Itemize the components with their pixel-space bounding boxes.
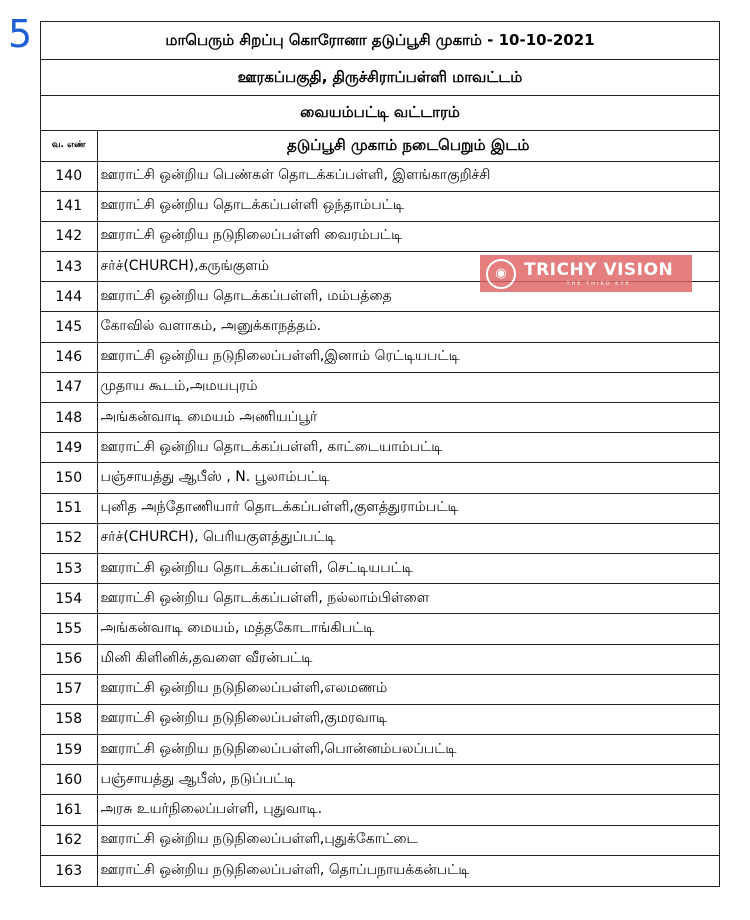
serial-number-cell: 153 xyxy=(41,553,97,583)
table-row xyxy=(41,191,719,221)
camp-place-cell: புனித அந்தோணியார் தொடக்கப்பள்ளி,குளத்துராம்பட்டி xyxy=(97,493,719,523)
table-row xyxy=(41,855,719,885)
serial-number-cell: 156 xyxy=(41,644,97,674)
eye-logo-icon: ◉ xyxy=(486,259,516,289)
block-heading: வையம்பட்டி வட்டாரம் xyxy=(41,96,719,131)
table-row xyxy=(41,403,719,433)
camp-place-cell: ஊராட்சி ஒன்றிய பெண்கள் தொடக்கப்பள்ளி, இளங்காகுறிச்சி xyxy=(97,161,719,191)
column-header-place: தடுப்பூசி முகாம் நடைபெறும் இடம் xyxy=(97,131,719,161)
table-row xyxy=(41,553,719,583)
table-row xyxy=(41,735,719,765)
table-header-row xyxy=(41,131,719,161)
table-row xyxy=(41,312,719,342)
table-row xyxy=(41,463,719,493)
serial-number-cell: 145 xyxy=(41,312,97,342)
camp-place-cell: ஊராட்சி ஒன்றிய நடுநிலைப்பள்ளி,எலமணம் xyxy=(97,674,719,704)
camp-place-cell: ஊராட்சி ஒன்றிய நடுநிலைப்பள்ளி,இனாம் ரெட்டியபட்டி xyxy=(97,342,719,372)
serial-number-cell: 143 xyxy=(41,252,97,282)
camp-place-cell: ஊராட்சி ஒன்றிய நடுநிலைப்பள்ளி,பொன்னம்பலப்பட்டி xyxy=(97,735,719,765)
serial-number-cell: 149 xyxy=(41,433,97,463)
serial-number-cell: 158 xyxy=(41,704,97,734)
serial-number-cell: 146 xyxy=(41,342,97,372)
camp-place-cell: சர்ச்(CHURCH), பெரியகுளத்துப்பட்டி xyxy=(97,523,719,553)
table-row xyxy=(41,493,719,523)
table-row xyxy=(41,825,719,855)
serial-number-cell: 152 xyxy=(41,523,97,553)
camp-place-cell: அங்கன்வாடி மையம் அணியப்பூர் xyxy=(97,403,719,433)
serial-number-cell: 159 xyxy=(41,735,97,765)
camp-place-cell: ஊராட்சி ஒன்றிய நடுநிலைப்பள்ளி,குமரவாடி xyxy=(97,704,719,734)
camp-place-cell: பஞ்சாயத்து ஆபீஸ் , N. பூலாம்பட்டி xyxy=(97,463,719,493)
watermark-tagline: THE THIRD EYE xyxy=(566,280,631,287)
camp-place-cell: ஊராட்சி ஒன்றிய நடுநிலைப்பள்ளி, தொப்பநாயக்கன்பட்டி xyxy=(97,855,719,885)
table-row xyxy=(41,372,719,402)
camp-place-cell: மினி கிளினிக்,தவளை வீரன்பட்டி xyxy=(97,644,719,674)
serial-number-cell: 155 xyxy=(41,614,97,644)
camp-place-cell: ஊராட்சி ஒன்றிய தொடக்கப்பள்ளி, மம்பத்தை xyxy=(97,282,719,312)
vaccination-camp-sheet xyxy=(40,21,720,887)
serial-number-cell: 162 xyxy=(41,825,97,855)
serial-number-cell: 151 xyxy=(41,493,97,523)
serial-number-cell: 142 xyxy=(41,221,97,251)
table-row xyxy=(41,704,719,734)
serial-number-cell: 150 xyxy=(41,463,97,493)
table-row xyxy=(41,161,719,191)
district-area-heading: ஊரகப்பகுதி, திருச்சிராப்பள்ளி மாவட்டம் xyxy=(41,60,719,96)
serial-number-cell: 157 xyxy=(41,674,97,704)
watermark-text-group xyxy=(524,260,673,288)
serial-number-cell: 154 xyxy=(41,584,97,614)
table-row xyxy=(41,584,719,614)
camp-place-cell: ஊராட்சி ஒன்றிய நடுநிலைப்பள்ளி,புதுக்கோட்டை xyxy=(97,825,719,855)
table-row xyxy=(41,433,719,463)
camp-place-cell: அரசு உயர்நிலைப்பள்ளி, புதுவாடி. xyxy=(97,795,719,825)
watermark-title: TRICHY VISION xyxy=(524,259,674,280)
camp-place-cell: ஊராட்சி ஒன்றிய தொடக்கப்பள்ளி, காட்டையாம்பட்டி xyxy=(97,433,719,463)
camp-place-cell: ஊராட்சி ஒன்றிய தொடக்கப்பள்ளி ஒந்தாம்பட்டி xyxy=(97,191,719,221)
serial-number-cell: 141 xyxy=(41,191,97,221)
page-number: 5 xyxy=(8,12,33,56)
table-row xyxy=(41,342,719,372)
serial-number-cell: 163 xyxy=(41,855,97,885)
serial-number-cell: 140 xyxy=(41,161,97,191)
camp-place-cell: பஞ்சாயத்து ஆபீஸ், நடுப்பட்டி xyxy=(97,765,719,795)
serial-number-cell: 161 xyxy=(41,795,97,825)
camp-locations-table xyxy=(41,131,719,886)
camp-place-cell: சர்ச்(CHURCH),கருங்குளம் xyxy=(97,252,719,282)
sheet-title: மாபெரும் சிறப்பு கொரோனா தடுப்பூசி முகாம் - 10-10-2021 xyxy=(41,22,719,60)
camp-place-cell: ஊராட்சி ஒன்றிய தொடக்கப்பள்ளி, நல்லாம்பிள்ளை xyxy=(97,584,719,614)
camp-place-cell: அங்கன்வாடி மையம், மத்தகோடாங்கிபட்டி xyxy=(97,614,719,644)
column-header-serial: வ. எண் xyxy=(41,131,97,161)
serial-number-cell: 148 xyxy=(41,403,97,433)
trichy-vision-watermark xyxy=(480,255,692,292)
camp-place-cell: ஊராட்சி ஒன்றிய நடுநிலைப்பள்ளி வைரம்பட்டி xyxy=(97,221,719,251)
table-row xyxy=(41,674,719,704)
serial-number-cell: 144 xyxy=(41,282,97,312)
table-row xyxy=(41,644,719,674)
serial-number-cell: 147 xyxy=(41,372,97,402)
table-row xyxy=(41,795,719,825)
serial-number-cell: 160 xyxy=(41,765,97,795)
table-row xyxy=(41,765,719,795)
table-row xyxy=(41,614,719,644)
camp-place-cell: கோவில் வளாகம், அனுக்காநத்தம். xyxy=(97,312,719,342)
table-row xyxy=(41,523,719,553)
table-row xyxy=(41,221,719,251)
camp-place-cell: ஊராட்சி ஒன்றிய தொடக்கப்பள்ளி, செட்டியபட்டி xyxy=(97,553,719,583)
camp-place-cell: முதாய கூடம்,அமயபுரம் xyxy=(97,372,719,402)
